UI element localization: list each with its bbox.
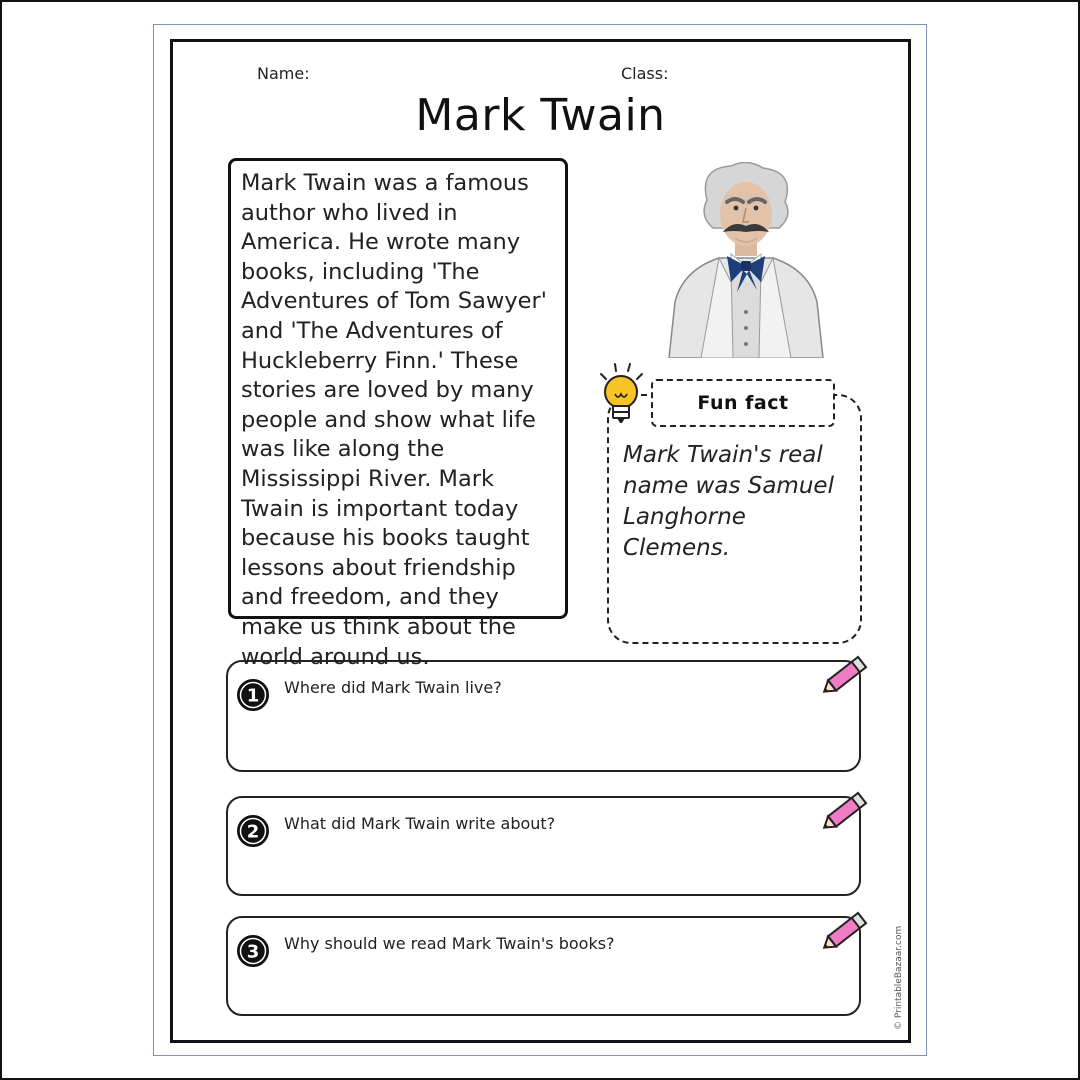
reading-passage [228, 158, 568, 670]
pencil-icon [819, 908, 871, 956]
question-number: 2 [246, 821, 260, 843]
fun-fact-box [607, 394, 862, 644]
mark-twain-portrait [661, 162, 831, 358]
question-number: 3 [246, 941, 260, 963]
light-bulb-icon [595, 360, 647, 426]
number-3-icon [236, 934, 270, 968]
question-text-1: Where did Mark Twain live? [284, 678, 502, 697]
question-box-2[interactable] [226, 796, 861, 896]
question-box-1[interactable] [226, 660, 861, 772]
fun-fact-heading: Fun fact [651, 379, 835, 427]
question-text-2: What did Mark Twain write about? [284, 814, 556, 833]
number-1-icon [236, 678, 270, 712]
name-label: Name: [257, 64, 310, 83]
class-label: Class: [621, 64, 669, 83]
question-number: 1 [246, 685, 260, 707]
pencil-icon [819, 652, 871, 700]
passage-text: Mark Twain was a famous author who lived in America. He wrote many books, including 'The Adventures of Tom Sawyer' and 'The Adventures of Huckleberry Finn.' These stories are loved by many people and show what life was like along the Mississippi River. Mark Twain is important today because his books taught lessons about friendship and freedom, and they make us think about the world around us. [241, 170, 547, 670]
copyright-notice: © PrintableBazaar.com [894, 925, 904, 1030]
worksheet-border [170, 39, 911, 1043]
pencil-icon [819, 788, 871, 836]
question-text-3: Why should we read Mark Twain's books? [284, 934, 615, 953]
worksheet-page [153, 24, 927, 1056]
number-2-icon [236, 814, 270, 848]
page-title: Mark Twain [415, 90, 666, 141]
fun-fact-text: Mark Twain's real name was Samuel Langhorne Clemens. [623, 442, 834, 561]
question-box-3[interactable] [226, 916, 861, 1016]
